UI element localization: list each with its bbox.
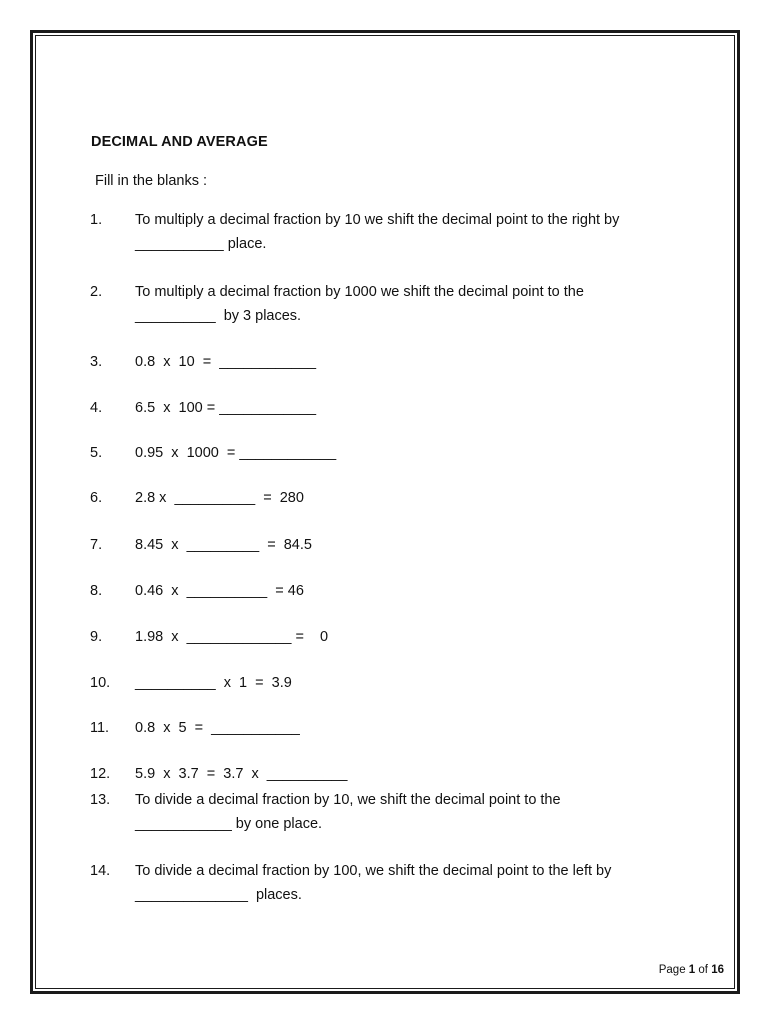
question-line: 1.98 x _____________ = 0 [135,629,329,645]
question-line: 6.5 x 100 = ____________ [135,400,317,416]
question-text [135,208,705,256]
question-number: 8. [90,583,103,599]
question-text [135,859,705,907]
page-of: of [698,964,708,976]
question-number: 6. [90,490,103,506]
question-text [135,350,705,374]
question-number: 3. [90,354,103,370]
question-number: 9. [90,629,103,645]
question-number: 5. [90,445,103,461]
question-line: 0.8 x 10 = ____________ [135,354,317,370]
question-line: 8.45 x _________ = 84.5 [135,537,312,553]
question-line: To divide a decimal fraction by 10, we shift the decimal point to the [135,792,561,808]
question-number: 13. [90,792,111,808]
question-line: ___________ place. [135,236,267,252]
page-total: 16 [711,964,724,976]
question-text [135,486,705,510]
question-line: ______________ places. [135,887,302,903]
instruction-text: Fill in the blanks : [95,173,208,189]
question-number: 4. [90,400,103,416]
question-line: To divide a decimal fraction by 100, we shift the decimal point to the left by [135,863,612,879]
question-text [135,579,705,603]
question-line: 5.9 x 3.7 = 3.7 x __________ [135,766,348,782]
question-line: 0.95 x 1000 = ____________ [135,445,337,461]
question-line: To multiply a decimal fraction by 10 we shift the decimal point to the right by [135,212,620,228]
question-number: 2. [90,284,103,300]
question-text [135,671,705,695]
question-line: __________ x 1 = 3.9 [135,675,292,691]
question-line: ____________ by one place. [135,816,323,832]
question-line: 0.46 x __________ = 46 [135,583,304,599]
question-number: 7. [90,537,103,553]
page-label: Page [658,964,686,976]
question-text [135,625,705,649]
question-number: 10. [90,675,111,691]
question-line: 0.8 x 5 = ___________ [135,720,300,736]
question-line: 2.8 x __________ = 280 [135,490,304,506]
page-footer [659,964,724,976]
question-line: __________ by 3 places. [135,308,302,324]
question-number: 11. [90,720,110,736]
question-number: 1. [90,212,103,228]
question-text [135,280,705,328]
question-line: To multiply a decimal fraction by 1000 we shift the decimal point to the [135,284,584,300]
question-text [135,762,705,786]
question-text [135,716,705,740]
question-text [135,441,705,465]
document-title: DECIMAL AND AVERAGE [91,134,268,150]
question-text [135,533,705,557]
page-current: 1 [688,964,696,976]
question-number: 14. [90,863,111,879]
question-number: 12. [90,766,111,782]
question-text [135,396,705,420]
question-text [135,788,705,836]
